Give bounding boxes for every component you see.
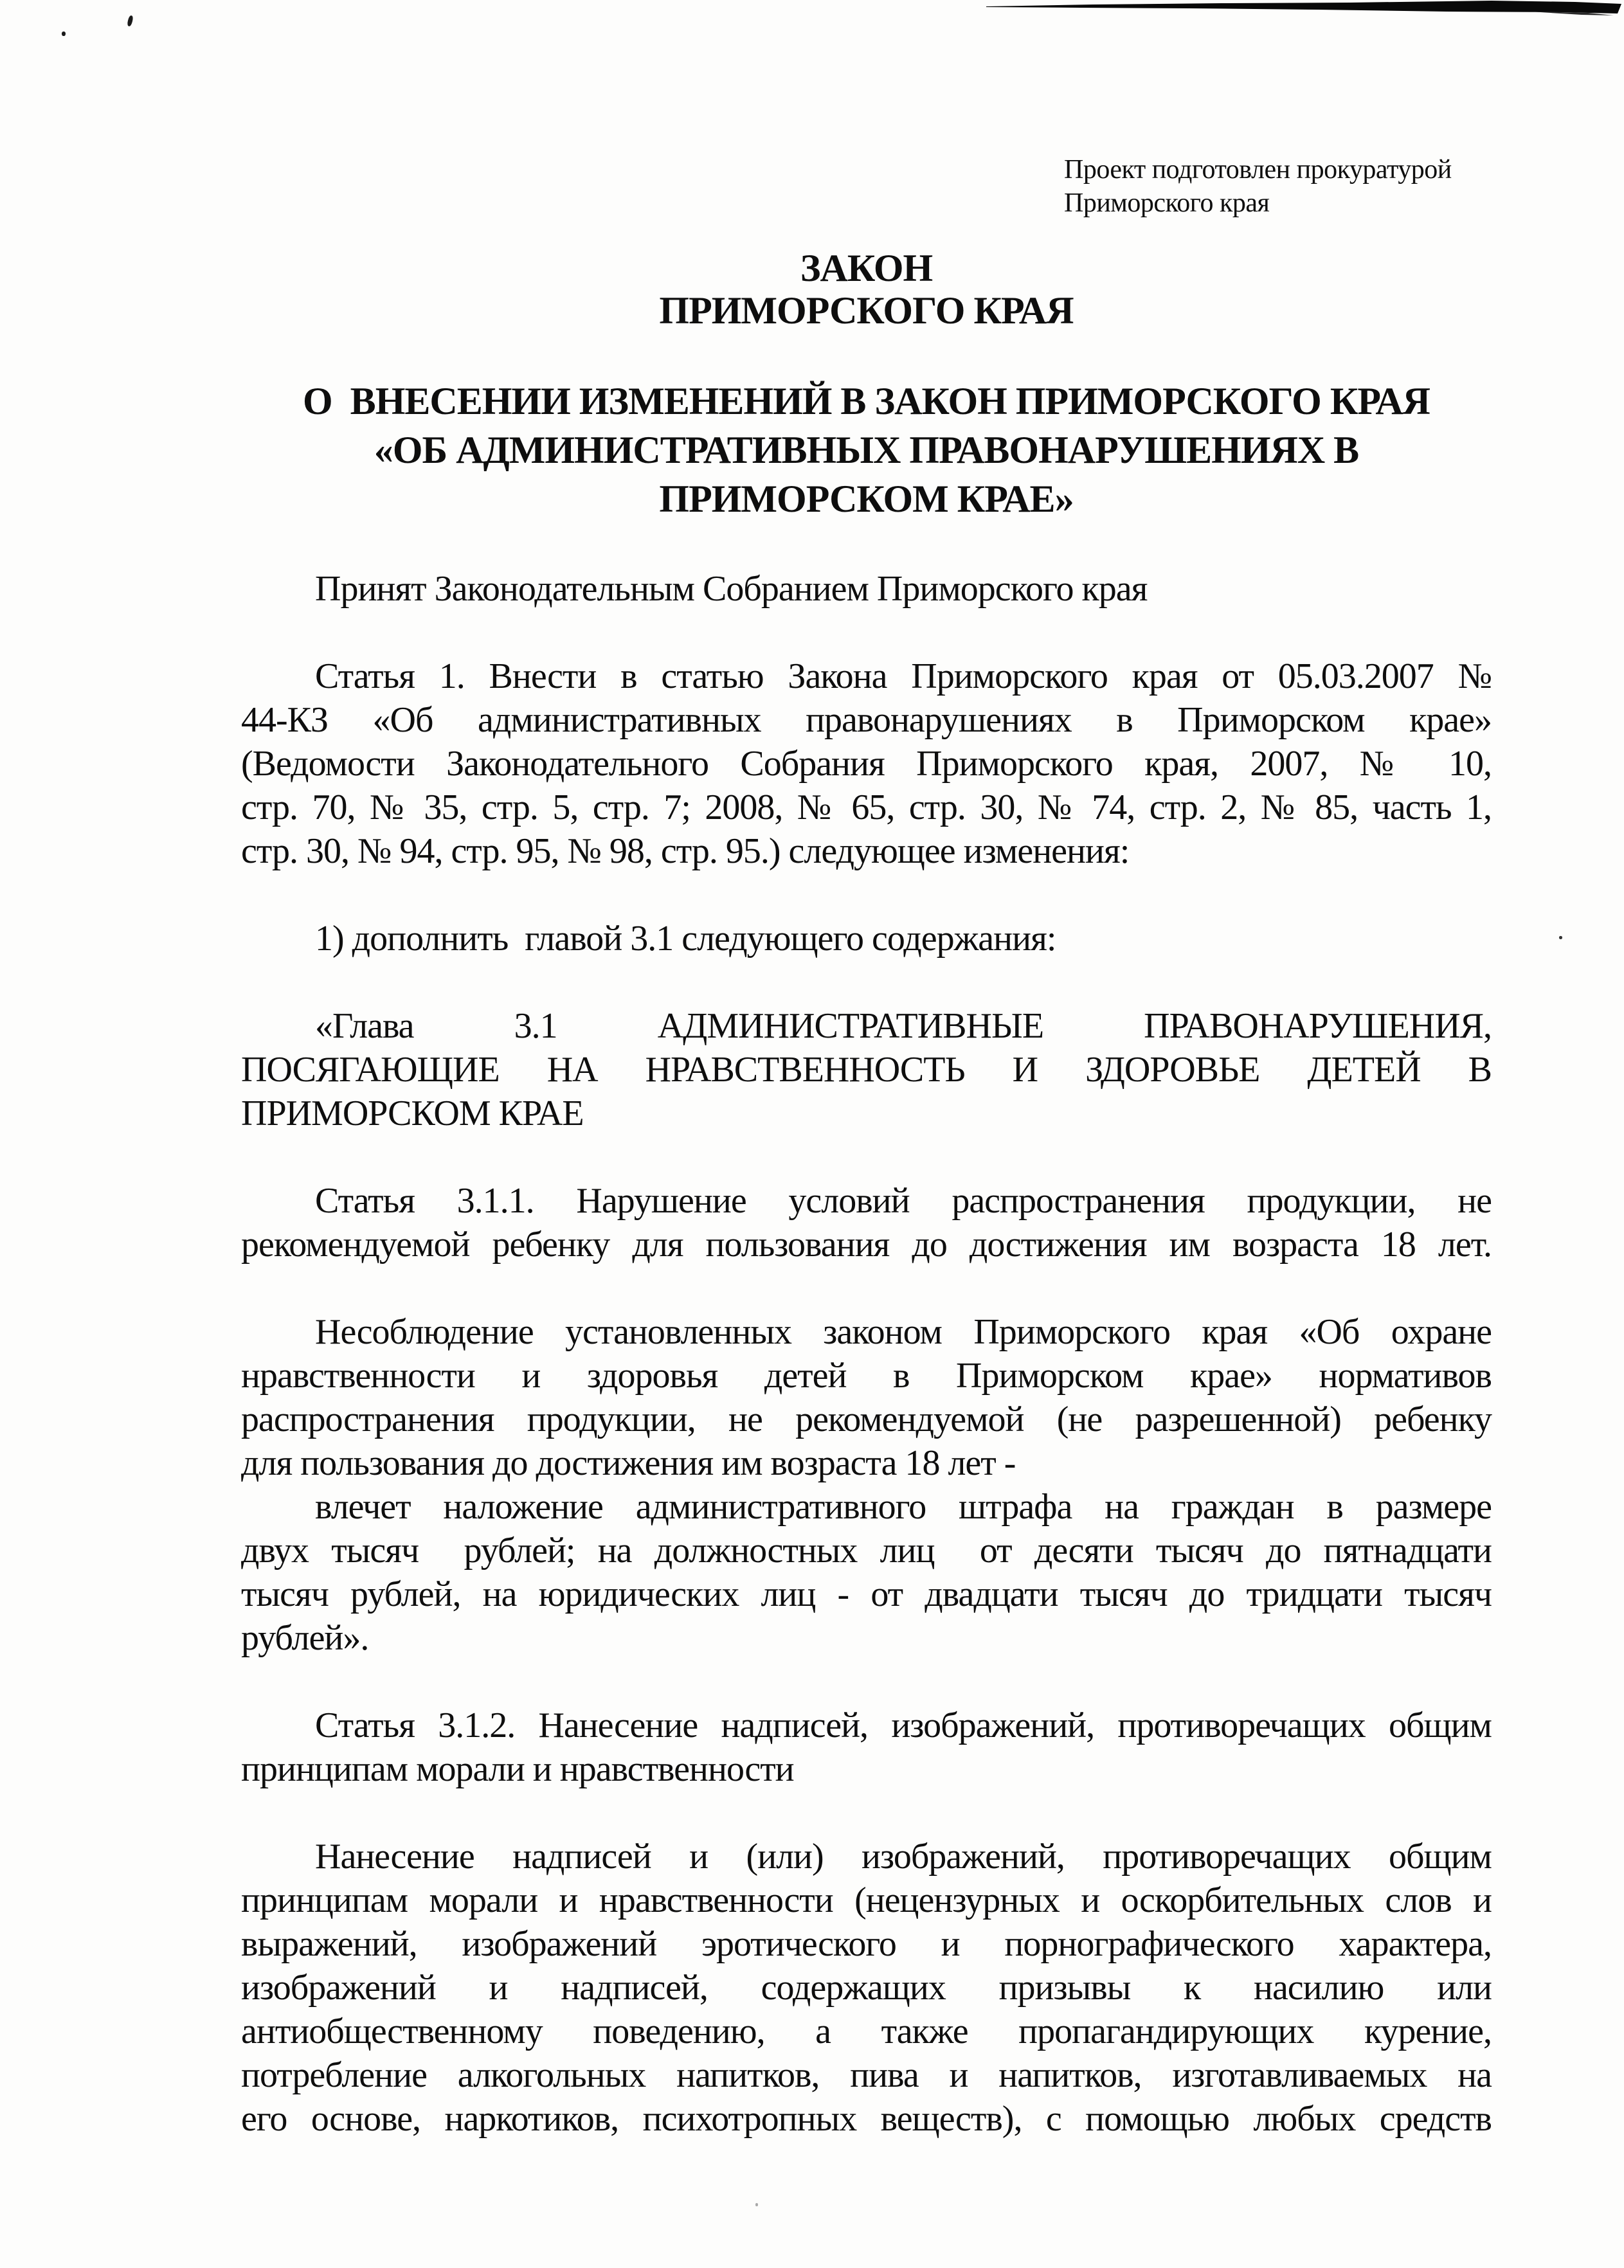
text-line: его основе, наркотиков, психотропных веществ), с помощью любых средств: [241, 2099, 1492, 2139]
document-title-line: ЗАКОН: [800, 247, 933, 289]
text-line: Статья 3.1.2. Нанесение надписей, изображений, противоречащих общим: [315, 1706, 1492, 1745]
document-body: [241, 0, 1492, 2141]
article-1-paragraph: [241, 654, 1492, 873]
text-line: выражений, изображений эротического и порнографического характера,: [241, 1924, 1492, 1964]
subject-heading-line: О ВНЕСЕНИИ ИЗМЕНЕНИЙ В ЗАКОН ПРИМОРСКОГО КРАЯ: [303, 380, 1430, 422]
scan-speck-artifact: [1559, 936, 1562, 939]
text-line: для пользования до достижения им возраста 18 лет -: [241, 1443, 1016, 1483]
text-line: Принят Законодательным Собранием Приморского края: [315, 569, 1148, 609]
subject-heading: [241, 377, 1492, 523]
text-line: Нанесение надписей и (или) изображений, противоречащих общим: [315, 1837, 1492, 1877]
text-line: тысяч рублей, на юридических лиц - от двадцати тысяч до тридцати тысяч: [241, 1574, 1492, 1614]
accepted-clause: [241, 567, 1492, 611]
article-3-1-1-sanction: [241, 1485, 1492, 1660]
text-line: ПРИМОРСКОМ КРАЕ: [241, 1094, 584, 1133]
text-line: антиобщественному поведению, а также пропагандирующих курение,: [241, 2012, 1492, 2051]
text-line: (Ведомости Законодательного Собрания Приморского края, 2007, № 10,: [241, 744, 1492, 784]
article-3-1-1-body: [241, 1310, 1492, 1485]
text-line: стр. 30, № 94, стр. 95, № 98, стр. 95.) следующее изменения:: [241, 831, 1130, 871]
subject-heading-line: «ОБ АДМИНИСТРАТИВНЫХ ПРАВОНАРУШЕНИЯХ В: [374, 429, 1359, 471]
document-title: [241, 247, 1492, 332]
text-line: принципам морали и нравственности (нецензурных и оскорбительных слов и: [241, 1880, 1492, 1920]
text-line: рекомендуемой ребенку для пользования до достижения им возраста 18 лет.: [241, 1225, 1492, 1264]
text-line: нравственности и здоровья детей в Приморском крае» нормативов: [241, 1356, 1492, 1396]
text-line: ПОСЯГАЮЩИЕ НА НРАВСТВЕННОСТЬ И ЗДОРОВЬЕ ДЕТЕЙ В: [241, 1050, 1492, 1090]
article-3-1-2-title: [241, 1704, 1492, 1791]
article-3-1-1-title: [241, 1179, 1492, 1266]
paragraphs: [241, 567, 1492, 2141]
text-line: влечет наложение административного штрафа на граждан в размере: [315, 1487, 1492, 1527]
text-line: Несоблюдение установленных законом Приморского края «Об охране: [315, 1312, 1492, 1352]
text-line: распространения продукции, не рекомендуемой (не разрешенной) ребенку: [241, 1400, 1492, 1439]
amendment-item-1: [241, 917, 1492, 960]
text-line: потребление алкогольных напитков, пива и напитков, изготавливаемых на: [241, 2055, 1492, 2095]
text-line: «Глава 3.1 АДМИНИСТРАТИВНЫЕ ПРАВОНАРУШЕНИЯ,: [315, 1006, 1492, 1046]
text-line: 44-КЗ «Об административных правонарушениях в Приморском крае»: [241, 700, 1492, 740]
article-3-1-2-body: [241, 1835, 1492, 2141]
header-note-line: Проект подготовлен прокуратурой: [1064, 155, 1452, 184]
text-line: двух тысяч рублей; на должностных лиц от десяти тысяч до пятнадцати: [241, 1531, 1492, 1571]
header-note-line: Приморского края: [1064, 188, 1270, 218]
scan-speck-artifact: [755, 2203, 758, 2206]
text-line: Статья 1. Внести в статью Закона Приморского края от 05.03.2007 №: [315, 656, 1492, 696]
text-line: рублей».: [241, 1618, 369, 1658]
subject-heading-line: ПРИМОРСКОМ КРАЕ»: [659, 478, 1074, 520]
text-line: принципам морали и нравственности: [241, 1749, 794, 1789]
text-line: 1) дополнить главой 3.1 следующего содержания:: [315, 919, 1056, 959]
document-title-line: ПРИМОРСКОГО КРАЯ: [659, 289, 1074, 332]
scan-speck-artifact: [62, 32, 66, 36]
text-line: стр. 70, № 35, стр. 5, стр. 7; 2008, № 65, стр. 30, № 74, стр. 2, № 85, часть 1,: [241, 788, 1492, 827]
text-line: изображений и надписей, содержащих призывы к насилию или: [241, 1968, 1492, 2008]
chapter-3-1-heading: [241, 1004, 1492, 1135]
text-line: Статья 3.1.1. Нарушение условий распространения продукции, не: [315, 1181, 1492, 1221]
